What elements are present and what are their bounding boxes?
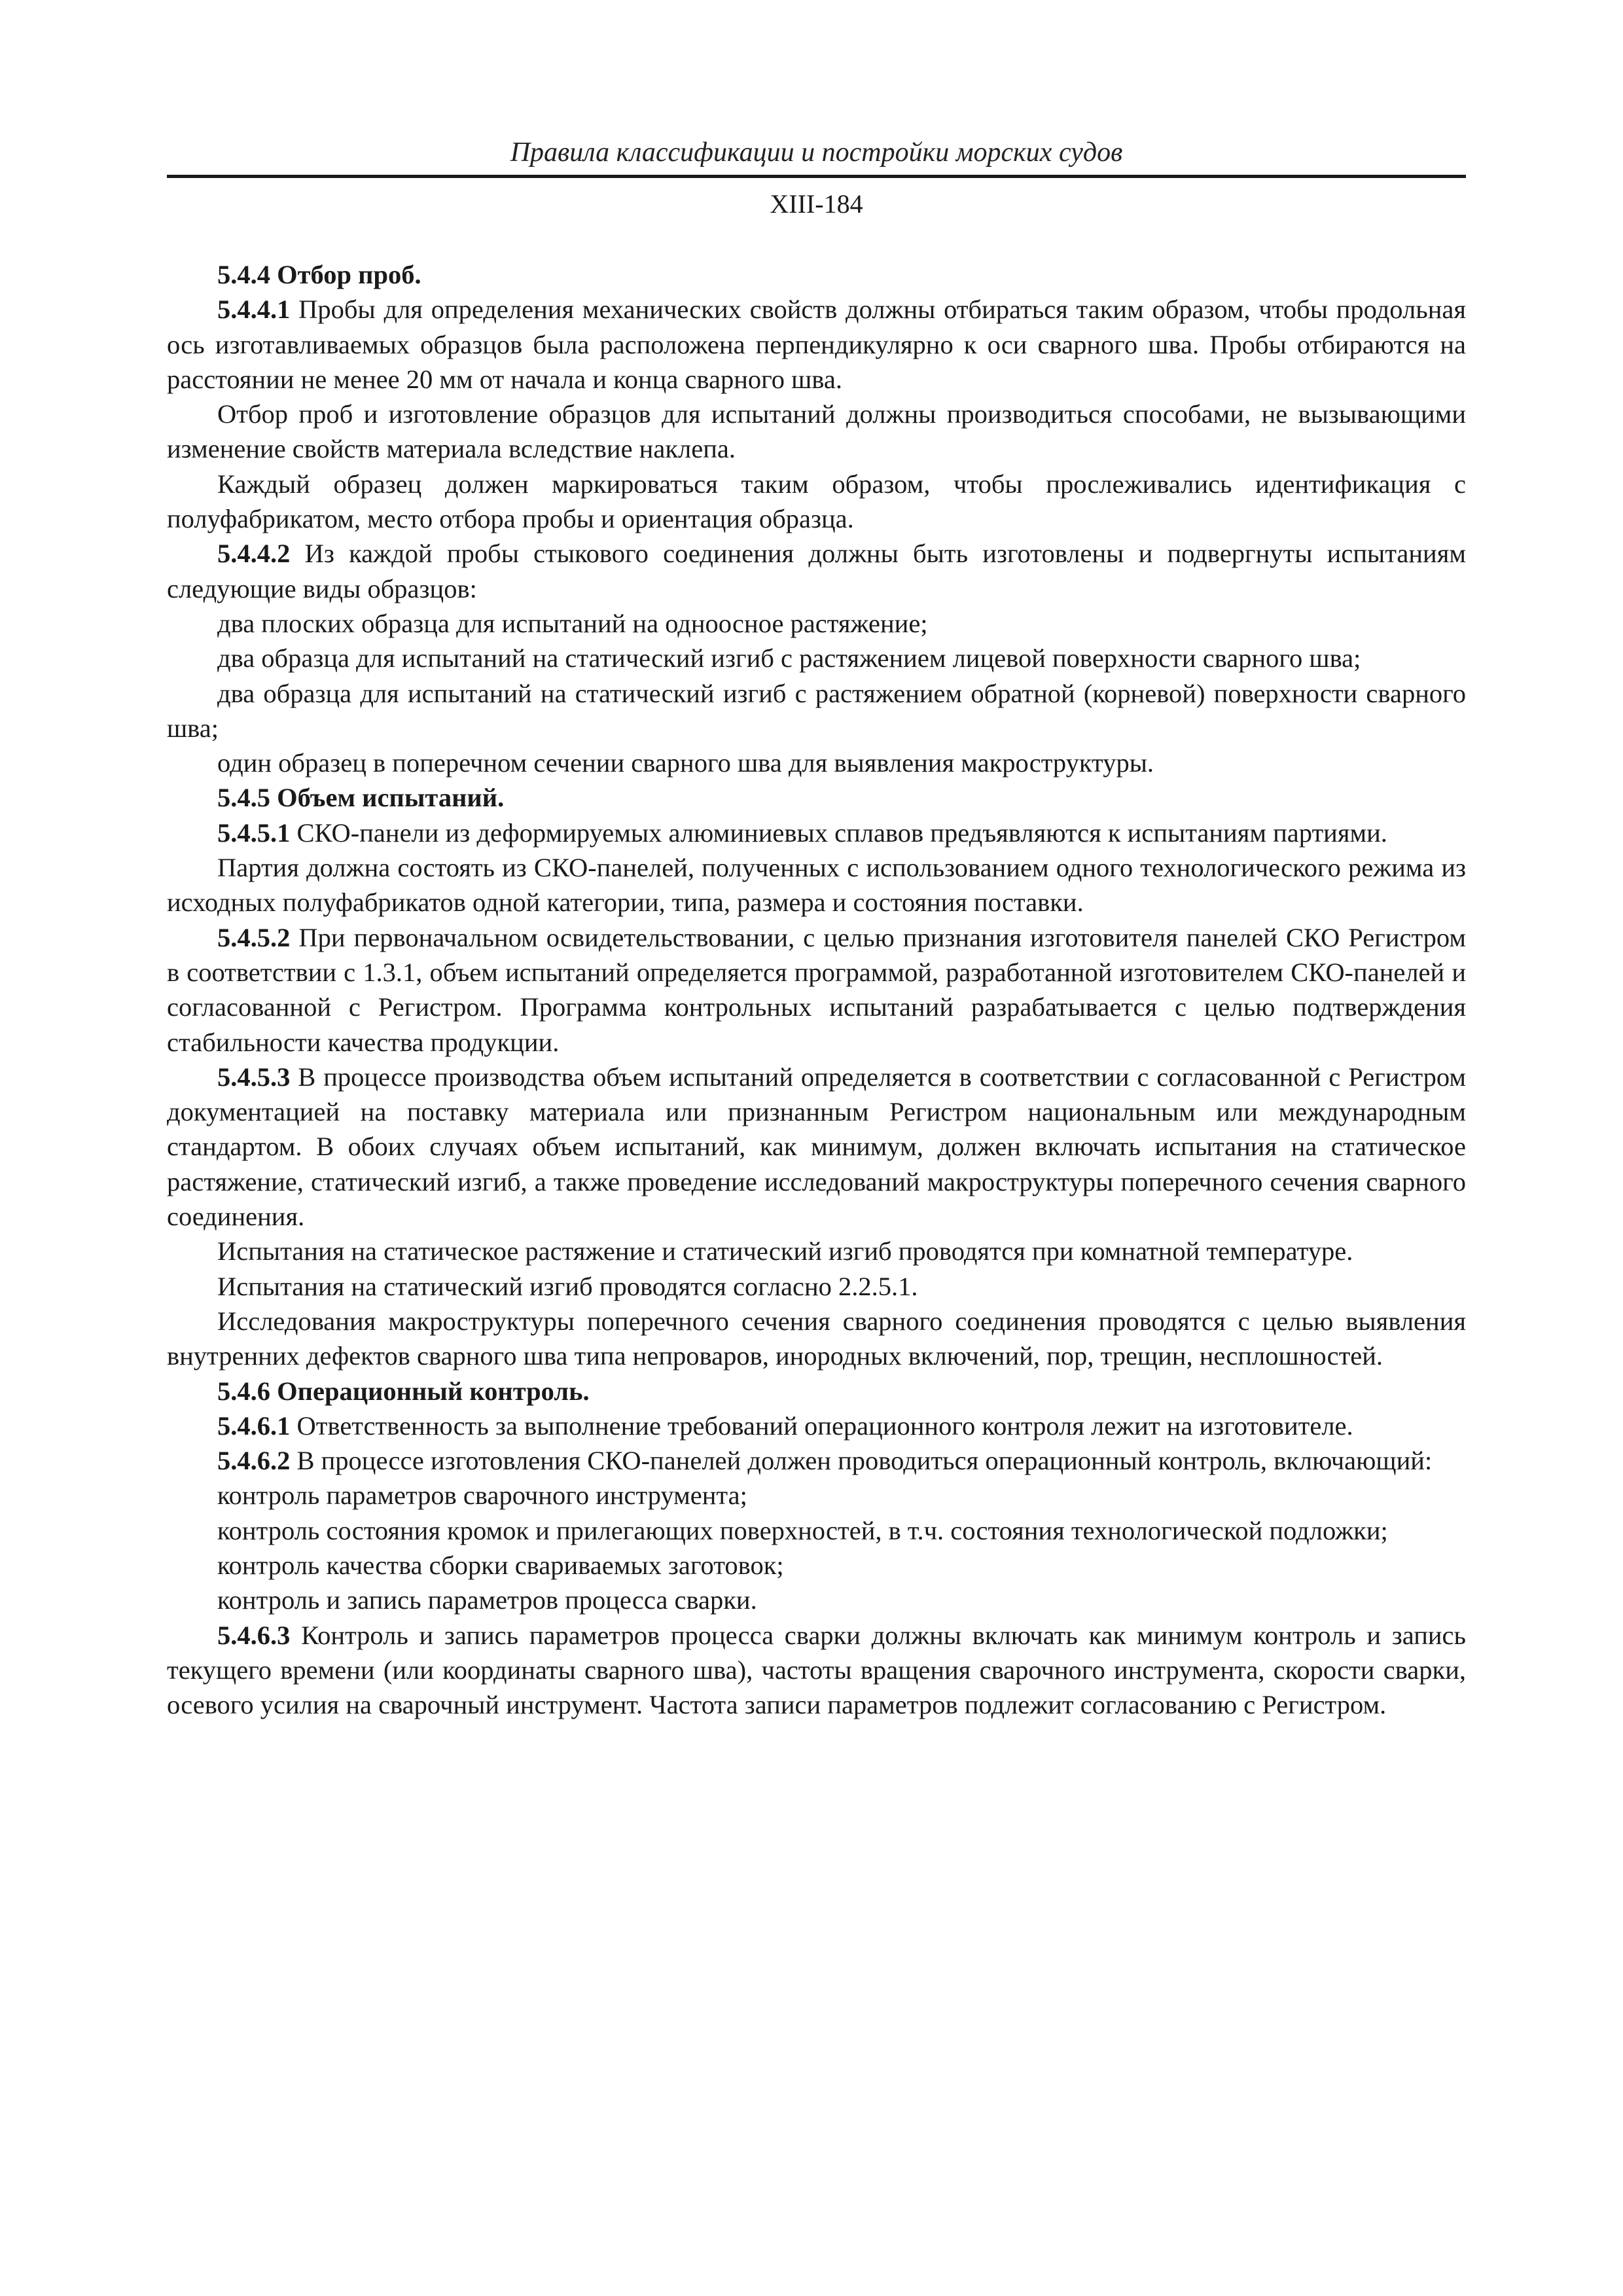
paragraph-text: контроль состояния кромок и прилегающих поверхностей, в т.ч. состояния технологической подложки; bbox=[217, 1515, 1388, 1545]
paragraph-text: Испытания на статический изгиб проводятся согласно 2.2.5.1. bbox=[217, 1271, 918, 1301]
section-number: 5.4.6 Операционный контроль. bbox=[217, 1376, 590, 1406]
clause-number: 5.4.6.1 bbox=[217, 1410, 291, 1441]
paragraph-text: Пробы для определения механических свойств должны отбираться таким образом, чтобы продольная ось изготавливаемых образцов была расположена перпендикулярно к оси сварного шва. Пробы отбираются на расстоянии не менее 20 мм от начала и конца сварного шва. bbox=[167, 295, 1466, 394]
paragraph-5-4-6-2 bbox=[167, 1443, 1466, 1478]
list-item bbox=[167, 745, 1466, 780]
document-body bbox=[167, 257, 1466, 1722]
list-item bbox=[167, 676, 1466, 746]
document-page bbox=[167, 0, 1466, 2296]
paragraph bbox=[167, 1304, 1466, 1374]
paragraph-text: контроль параметров сварочного инструмента; bbox=[217, 1480, 747, 1511]
list-item bbox=[167, 1548, 1466, 1583]
paragraph-text: два образца для испытаний на статический изгиб с растяжением обратной (корневой) поверхности сварного шва; bbox=[167, 678, 1466, 743]
running-header-title: Правила классификации и постройки морских судов bbox=[510, 137, 1123, 168]
section-heading-5-4-6 bbox=[167, 1374, 1466, 1408]
paragraph-5-4-4-2 bbox=[167, 536, 1466, 606]
list-item bbox=[167, 1583, 1466, 1617]
paragraph-text: Партия должна состоять из СКО-панелей, полученных с использованием одного технологического режима из исходных полуфабрикатов одной категории, типа, размера и состояния поставки. bbox=[167, 853, 1466, 918]
clause-number: 5.4.4.2 bbox=[217, 539, 291, 569]
paragraph-text: Каждый образец должен маркироваться таким образом, чтобы прослеживались идентификация с полуфабрикатом, место отбора пробы и ориентация образца. bbox=[167, 469, 1466, 534]
paragraph-text: В процессе производства объем испытаний определяется в соответствии с согласованной с Регистром документацией на поставку материала или признанным Регистром национальным или международным стандартом. В обоих случаях объем испытаний, как минимум, должен включать испытания на статическое растяжение, статический изгиб, а также проведение исследований макроструктуры поперечного сечения сварного соединения. bbox=[167, 1062, 1466, 1232]
clause-number: 5.4.6.2 bbox=[217, 1446, 291, 1476]
paragraph-text: СКО-панели из деформируемых алюминиевых сплавов предъявляются к испытаниям партиями. bbox=[290, 817, 1387, 848]
paragraph-text: При первоначальном освидетельствовании, с целью признания изготовителя панелей СКО Регистром в соответствии с 1.3.1, объем испытаний определяется программой, разработанной изготовителем СКО-панелей и согласованной с Регистром. Программа контрольных испытаний разрабатывается с целью подтверждения стабильности качества продукции. bbox=[167, 922, 1466, 1057]
section-heading-5-4-4 bbox=[167, 257, 1466, 292]
clause-number: 5.4.5.1 bbox=[217, 817, 291, 848]
section-number: 5.4.5 Объем испытаний. bbox=[217, 783, 505, 813]
paragraph-5-4-4-1 bbox=[167, 292, 1466, 397]
paragraph-5-4-5-1 bbox=[167, 816, 1466, 850]
clause-number: 5.4.4.1 bbox=[217, 295, 291, 325]
paragraph-5-4-5-2 bbox=[167, 920, 1466, 1060]
paragraph-text: два образца для испытаний на статический изгиб с растяжением лицевой поверхности сварного шва; bbox=[217, 643, 1361, 673]
paragraph bbox=[167, 1269, 1466, 1304]
paragraph-text: Испытания на статическое растяжение и статический изгиб проводятся при комнатной температуре. bbox=[217, 1236, 1353, 1266]
list-item bbox=[167, 1513, 1466, 1548]
paragraph-text: контроль качества сборки свариваемых заготовок; bbox=[217, 1550, 784, 1580]
clause-number: 5.4.5.3 bbox=[217, 1062, 291, 1092]
list-item bbox=[167, 606, 1466, 641]
clause-number: 5.4.6.3 bbox=[217, 1620, 291, 1650]
paragraph-text: Контроль и запись параметров процесса сварки должны включать как минимум контроль и запись текущего времени (или координаты сварного шва), частоты вращения сварочного инструмента, скорости сварки, осевого усилия на сварочный инструмент. Частота записи параметров подлежит согласованию с Регистром. bbox=[167, 1620, 1466, 1720]
clause-number: 5.4.5.2 bbox=[217, 922, 291, 952]
paragraph-text: Из каждой пробы стыкового соединения должны быть изготовлены и подвергнуты испытаниям следующие виды образцов: bbox=[167, 539, 1466, 603]
paragraph bbox=[167, 467, 1466, 537]
header-divider bbox=[167, 175, 1466, 178]
paragraph-text: Ответственность за выполнение требований операционного контроля лежит на изготовителе. bbox=[290, 1410, 1353, 1441]
list-item bbox=[167, 1478, 1466, 1513]
paragraph-text: Исследования макроструктуры поперечного сечения сварного соединения проводятся с целью выявления внутренних дефектов сварного шва типа непроваров, инородных включений, пор, трещин, несплошностей. bbox=[167, 1306, 1466, 1371]
page-number: XIII-184 bbox=[770, 189, 863, 219]
paragraph bbox=[167, 1234, 1466, 1268]
paragraph-text: Отбор проб и изготовление образцов для испытаний должны производиться способами, не вызывающими изменение свойств материала вследствие наклепа. bbox=[167, 399, 1466, 464]
paragraph bbox=[167, 397, 1466, 467]
list-item bbox=[167, 641, 1466, 675]
paragraph-text: один образец в поперечном сечении сварного шва для выявления макроструктуры. bbox=[217, 748, 1154, 778]
section-heading-5-4-5 bbox=[167, 780, 1466, 815]
paragraph-text: контроль и запись параметров процесса сварки. bbox=[217, 1585, 757, 1615]
paragraph-5-4-6-1 bbox=[167, 1408, 1466, 1443]
paragraph-text: два плоских образца для испытаний на одноосное растяжение; bbox=[217, 608, 928, 638]
paragraph-5-4-6-3 bbox=[167, 1618, 1466, 1723]
paragraph-text: В процессе изготовления СКО-панелей должен проводиться операционный контроль, включающий: bbox=[290, 1446, 1433, 1476]
paragraph bbox=[167, 850, 1466, 920]
section-number: 5.4.4 Отбор проб. bbox=[217, 260, 421, 289]
paragraph-5-4-5-3 bbox=[167, 1060, 1466, 1234]
